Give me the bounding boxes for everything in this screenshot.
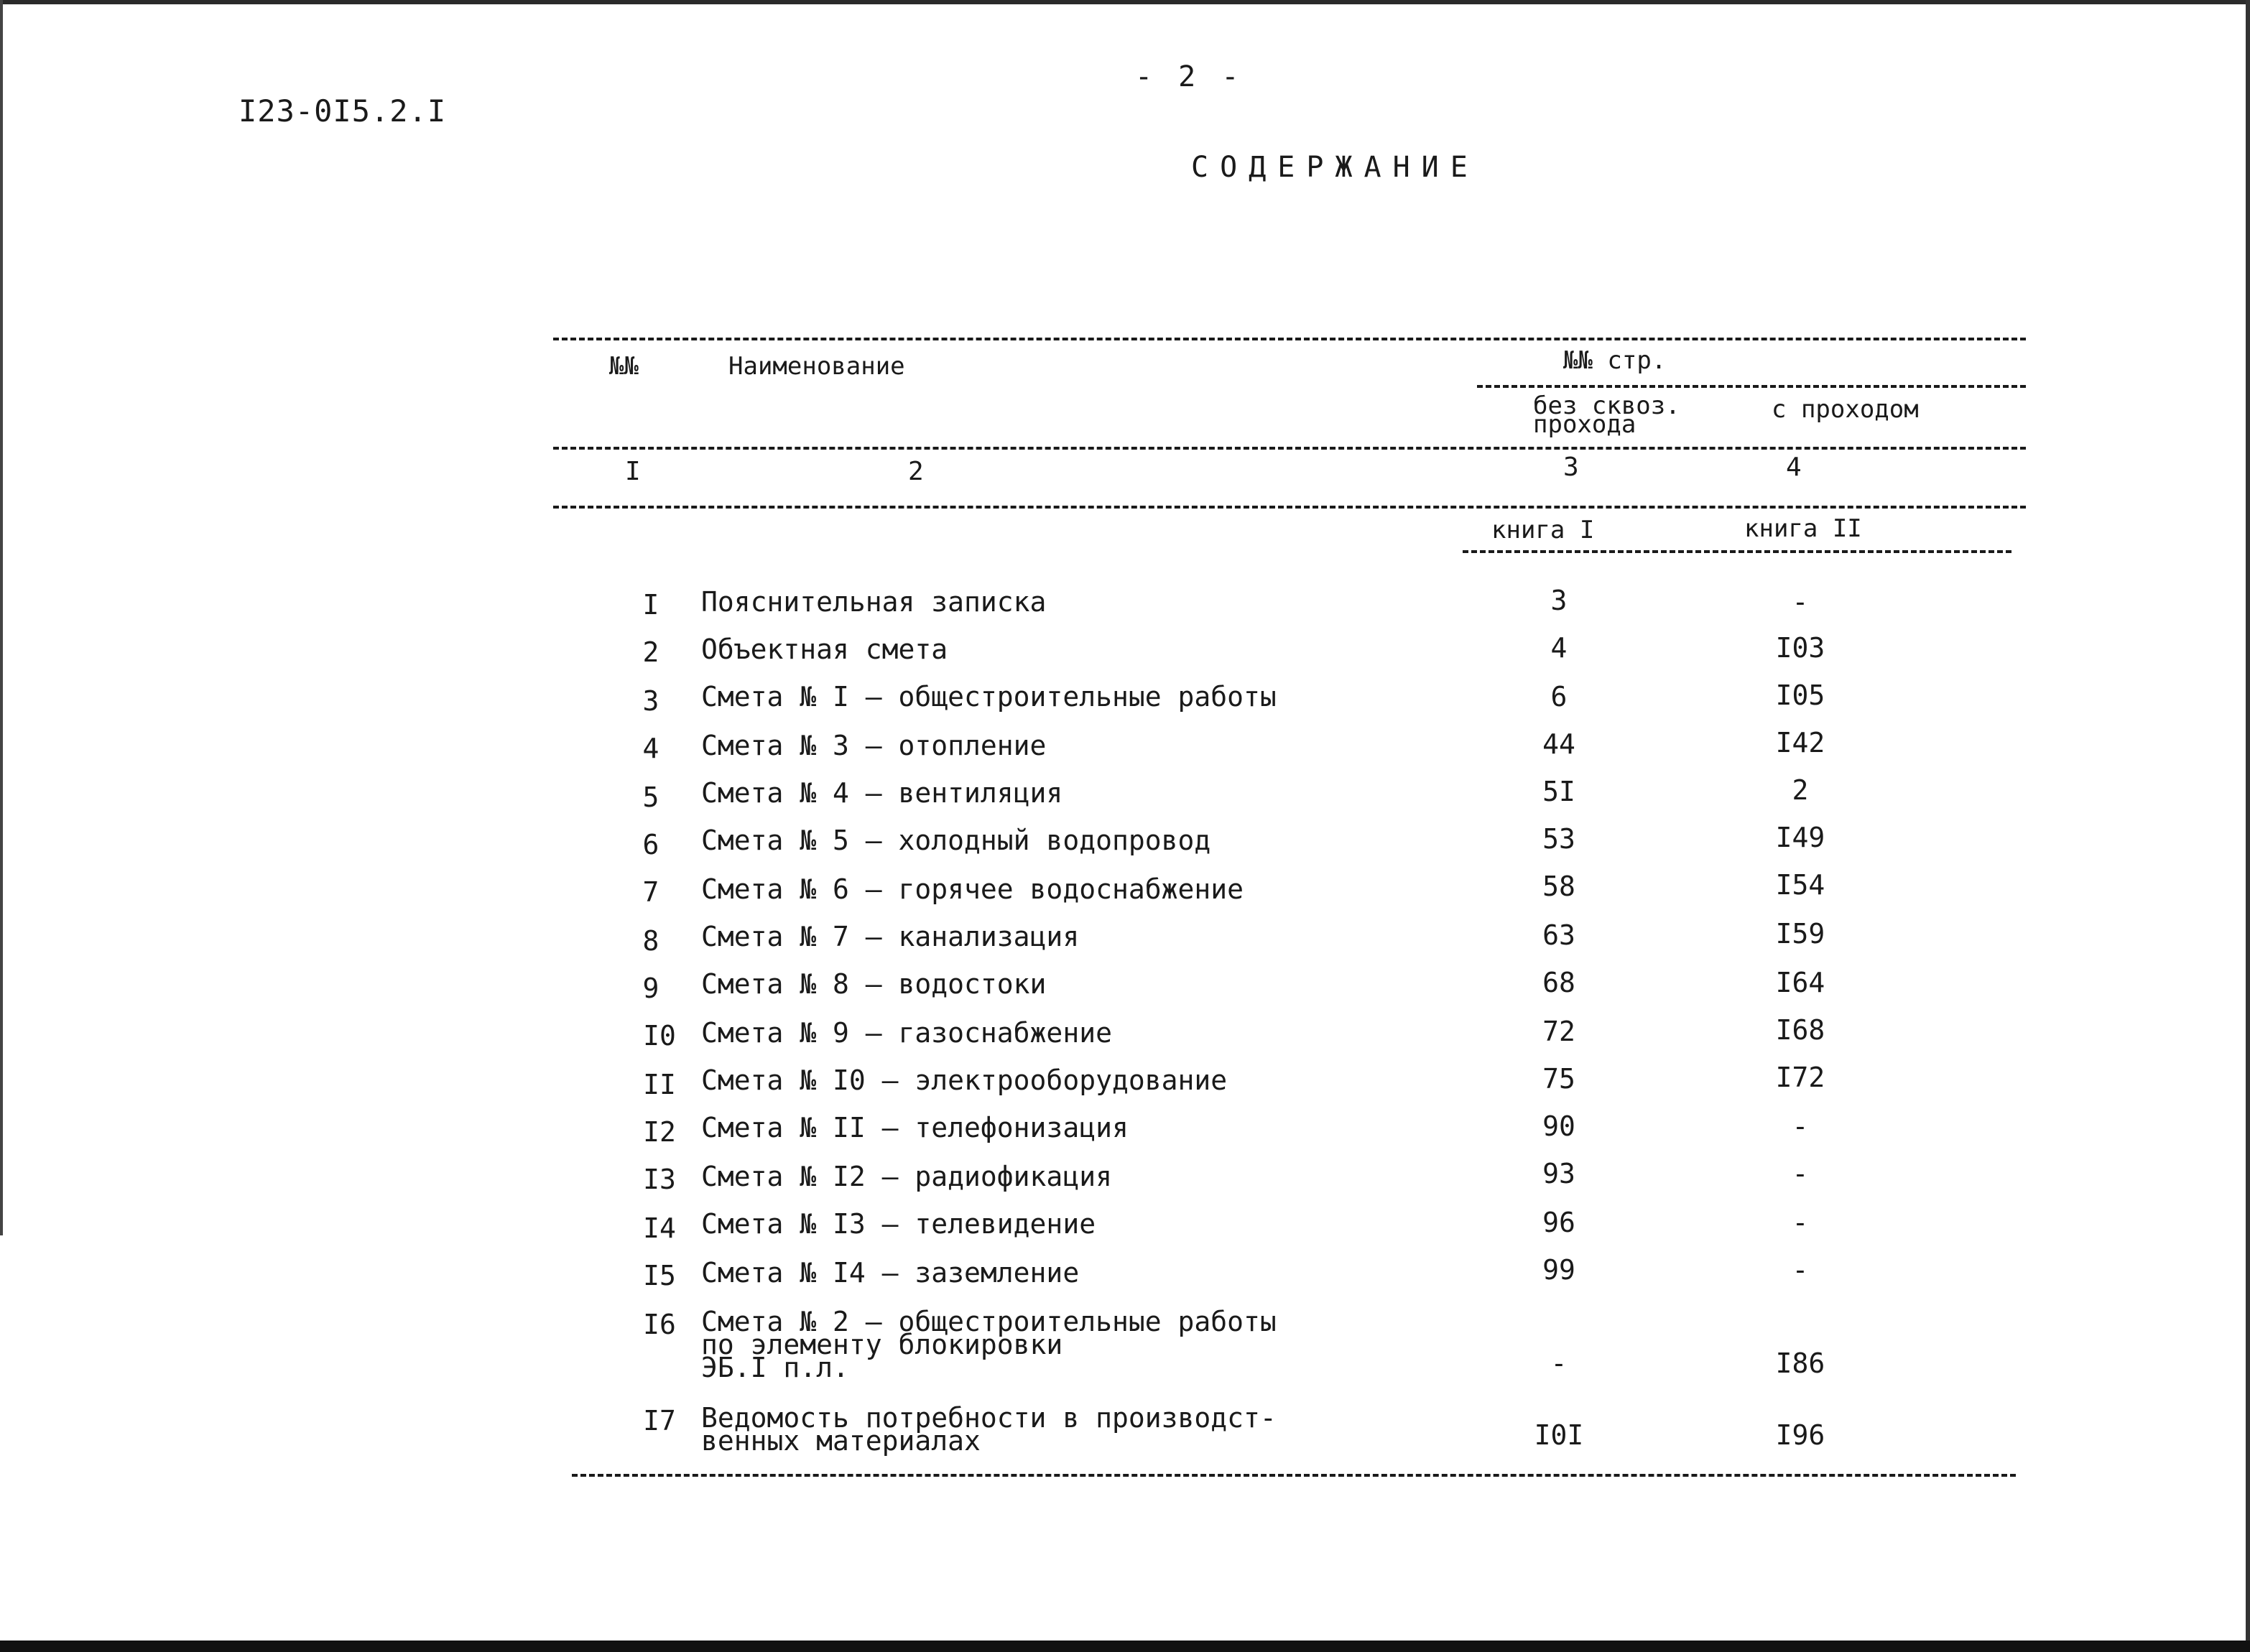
row-page-book2: I68 (1775, 1014, 1825, 1046)
row-page-book2: I03 (1775, 632, 1825, 664)
row-page-book2: - (1792, 1207, 1809, 1238)
row-page-book1: 44 (1542, 728, 1575, 760)
row-page-book1: 63 (1542, 919, 1575, 951)
row-name: Смета № 9 – газоснабжение (701, 1017, 1112, 1049)
row-name: Смета № II – телефонизация (701, 1112, 1129, 1143)
row-page-book2: I49 (1775, 822, 1825, 853)
scan-edge-left (0, 0, 3, 1235)
row-page-book2: I72 (1775, 1062, 1825, 1093)
header-number: №№ (609, 352, 639, 381)
row-name: Смета № I0 – электрооборудование (701, 1064, 1228, 1096)
row-number: I3 (643, 1164, 676, 1195)
row-number: I7 (643, 1405, 676, 1437)
row-page-book1: 5I (1542, 776, 1575, 807)
row-page-book2: I05 (1775, 679, 1825, 711)
row-page-book2: 2 (1792, 774, 1809, 806)
book-labels-rule (1463, 550, 2011, 553)
row-page-book1: 75 (1542, 1063, 1575, 1095)
header-name: Наименование (728, 352, 905, 381)
row-number: I (642, 589, 659, 621)
row-page-book2: - (1792, 1254, 1809, 1286)
pages-subheader-rule (1477, 385, 2026, 388)
scan-edge-bottom (0, 1641, 2250, 1652)
row-name: Смета № 5 – холодный водопровод (701, 825, 1211, 856)
column-number-4: 4 (1786, 453, 1802, 482)
row-page-book1: 96 (1542, 1207, 1575, 1238)
row-page-book1: 90 (1542, 1110, 1575, 1142)
row-name: Смета № 4 – вентиляция (701, 777, 1063, 809)
row-name: Пояснительная записка (701, 586, 1047, 618)
row-name: Смета № I2 – радиофикация (701, 1161, 1112, 1192)
row-name: Смета № 3 – отопление (701, 730, 1047, 761)
column-number-1: I (625, 457, 641, 486)
row-number: 4 (642, 733, 659, 764)
book-2-label: книга II (1744, 514, 1862, 543)
row-number: 8 (642, 925, 659, 957)
row-page-book2: - (1792, 586, 1809, 618)
row-number: 9 (642, 973, 659, 1004)
row-page-book1: 6 (1550, 681, 1568, 713)
page-title: СОДЕРЖАНИЕ (1191, 151, 1479, 184)
row-number: I4 (643, 1212, 676, 1244)
row-number: 7 (642, 876, 659, 908)
row-name: Ведомость потребности в производст- венных материалах (701, 1402, 1277, 1457)
row-page-book1: 93 (1542, 1158, 1575, 1189)
row-number: I6 (643, 1309, 676, 1340)
row-number: II (643, 1069, 676, 1100)
row-page-book2: I42 (1775, 727, 1825, 758)
row-page-book1: 4 (1550, 632, 1568, 664)
row-name: Смета № 8 – водостоки (701, 968, 1047, 1000)
table-bottom-rule (572, 1474, 2016, 1477)
row-number: I5 (643, 1260, 676, 1291)
column-numbers-rule (553, 506, 2026, 509)
row-number: 6 (642, 829, 659, 860)
row-page-book1: 3 (1550, 585, 1568, 616)
header-with-passage: с проходом (1772, 395, 1919, 424)
document-code: I23-0I5.2.I (239, 93, 447, 129)
row-number: I0 (643, 1020, 676, 1052)
scan-edge-top (0, 0, 2250, 4)
row-page-book1: 68 (1542, 967, 1575, 998)
row-page-book2: I86 (1775, 1347, 1825, 1379)
row-name: Смета № 7 – канализация (701, 921, 1080, 952)
column-number-2: 2 (908, 457, 924, 486)
row-number: I2 (643, 1116, 676, 1148)
row-name: Смета № I4 – заземление (701, 1257, 1080, 1289)
column-number-3: 3 (1563, 453, 1579, 482)
table-top-rule (553, 338, 2026, 340)
row-name: Смета № 2 – общестроительные работы по элементу блокировки ЭБ.I п.л. (701, 1306, 1277, 1383)
row-page-book1: - (1550, 1347, 1568, 1379)
row-page-book2: I54 (1775, 869, 1825, 901)
row-name: Объектная смета (701, 634, 948, 665)
row-page-book2: I96 (1775, 1419, 1825, 1451)
header-bottom-rule (553, 447, 2026, 450)
row-page-book2: - (1792, 1158, 1809, 1189)
header-pages: №№ стр. (1563, 346, 1667, 375)
row-name: Смета № I3 – телевидение (701, 1208, 1096, 1240)
row-page-book2: I59 (1775, 918, 1825, 950)
scan-edge-right (2246, 0, 2250, 1652)
row-page-book1: 58 (1542, 871, 1575, 902)
row-page-book1: 53 (1542, 823, 1575, 855)
row-page-book2: - (1792, 1110, 1809, 1142)
book-1-label: книга I (1491, 516, 1595, 544)
row-number: 3 (642, 685, 659, 717)
row-page-book1: 99 (1542, 1254, 1575, 1286)
row-page-book1: 72 (1542, 1016, 1575, 1047)
row-name: Смета № 6 – горячее водоснабжение (701, 873, 1244, 905)
row-number: 5 (642, 781, 659, 813)
row-page-book1: I0I (1534, 1419, 1584, 1451)
row-name: Смета № I – общестроительные работы (701, 681, 1277, 713)
page-number: - 2 - (1135, 60, 1244, 93)
row-number: 2 (642, 636, 659, 668)
header-without-passage: без сквоз. прохода (1533, 391, 1680, 439)
row-page-book2: I64 (1775, 967, 1825, 998)
